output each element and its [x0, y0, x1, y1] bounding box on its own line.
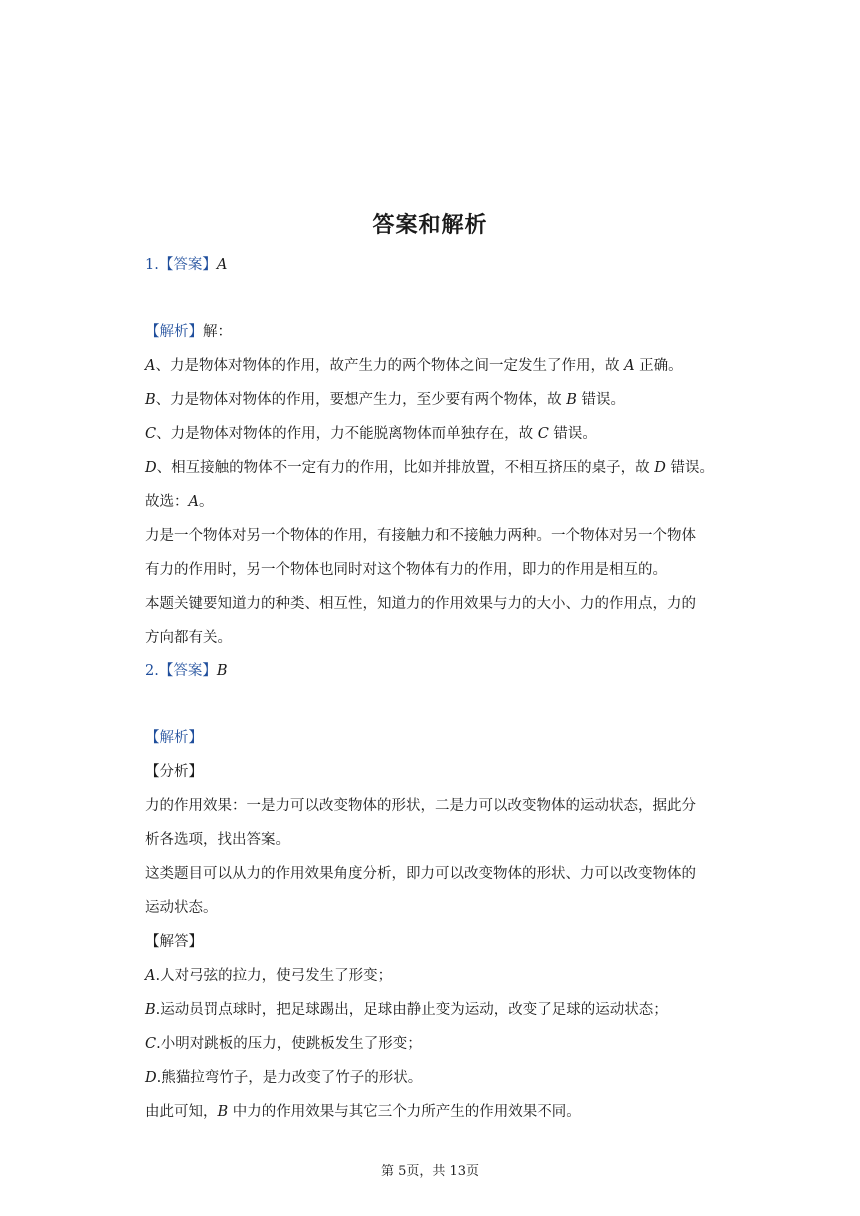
option-letter: D: [145, 1070, 157, 1086]
q1-explain-line: 本题关键要知道力的种类、相互性，知道力的作用效果与力的大小、力的作用点，力的: [145, 596, 696, 612]
q2-analysis-tag: 【解析】: [145, 730, 203, 746]
option-text: 、力是物体对物体的作用，要想产生力，至少要有两个物体，故: [155, 392, 567, 408]
option-text: 错误。: [665, 460, 714, 476]
q2-fenxi-line: 这类题目可以从力的作用效果角度分析，即力可以改变物体的形状、力可以改变物体的: [145, 866, 696, 882]
q2-fenxi-tag: 【分析】: [145, 764, 203, 780]
choose-value: A: [188, 494, 199, 510]
q1-option-line: [145, 356, 725, 376]
option-letter: D: [654, 460, 666, 476]
q2-option-line: [145, 1000, 725, 1020]
q1-explain-line: 力是一个物体对另一个物体的作用，有接触力和不接触力两种。一个物体对另一个物体: [145, 528, 696, 544]
q1-choose-line: [145, 492, 725, 512]
q1-answer-value: A: [216, 257, 228, 273]
q1-option-line: [145, 458, 725, 478]
q2-fenxi-line: 析各选项，找出答案。: [145, 832, 290, 848]
q1-analysis-intro: 解：: [203, 324, 232, 340]
option-letter: D: [145, 460, 157, 476]
option-letter: B: [145, 392, 156, 408]
q2-answer-label: 2.【答案】: [145, 663, 217, 679]
option-text: .运动员罚点球时，把足球踢出，足球由静止变为运动，改变了足球的运动状态；: [155, 1002, 668, 1018]
q1-analysis-tag: 【解析】: [145, 324, 203, 340]
option-text: 错误。: [576, 392, 626, 408]
q2-fenxi-line: 力的作用效果：一是力可以改变物体的形状，二是力可以改变物体的运动状态，据此分: [145, 798, 696, 814]
conclusion-suffix: 中力的作用效果与其它三个力所产生的作用效果不同。: [228, 1104, 581, 1120]
choose-prefix: 故选：: [145, 494, 189, 510]
option-letter: C: [145, 426, 157, 442]
q1-explain-line: 有力的作用时，另一个物体也同时对这个物体有力的作用，即力的作用是相互的。: [145, 562, 667, 578]
q2-option-line: [145, 966, 725, 986]
option-text: 错误。: [548, 426, 597, 442]
q2-option-line: [145, 1034, 725, 1054]
option-letter: A: [145, 968, 156, 984]
option-letter: A: [145, 358, 156, 374]
q1-option-line: [145, 424, 725, 444]
page-title: 答案和解析: [372, 213, 488, 238]
q1-analysis-line: [145, 322, 725, 342]
option-letter: C: [145, 1036, 157, 1052]
option-text: 、力是物体对物体的作用，故产生力的两个物体之间一定发生了作用，故: [155, 358, 625, 374]
option-text: .小明对跳板的压力，使跳板发生了形变；: [156, 1036, 422, 1052]
conclusion-letter: B: [217, 1104, 229, 1120]
option-text: 、力是物体对物体的作用，力不能脱离物体而单独存在，故: [156, 426, 538, 442]
q2-answer-line: [145, 661, 725, 681]
option-letter: A: [624, 358, 635, 374]
q2-jieda-tag: 【解答】: [145, 934, 203, 950]
option-text: 正确。: [634, 358, 683, 374]
choose-suffix: 。: [198, 494, 214, 510]
q1-answer-label: 1.【答案】: [145, 257, 217, 273]
conclusion-prefix: 由此可知，: [145, 1104, 218, 1120]
q1-answer-line: [145, 255, 725, 275]
option-letter: B: [566, 392, 577, 408]
page-footer: 第 5页，共 13页: [380, 1164, 480, 1179]
q2-answer-value: B: [216, 663, 228, 679]
q1-explain-line: 方向都有关。: [145, 630, 232, 646]
option-letter: B: [145, 1002, 156, 1018]
option-text: .熊猫拉弯竹子，是力改变了竹子的形状。: [156, 1070, 423, 1086]
option-letter: C: [537, 426, 549, 442]
q2-option-line: [145, 1068, 725, 1088]
q1-option-line: [145, 390, 725, 410]
q2-fenxi-line: 运动状态。: [145, 900, 218, 916]
option-text: .人对弓弦的拉力，使弓发生了形变；: [155, 968, 393, 984]
option-text: 、相互接触的物体不一定有力的作用，比如并排放置，不相互挤压的桌子，故: [156, 460, 655, 476]
q2-conclusion-line: [145, 1102, 725, 1122]
